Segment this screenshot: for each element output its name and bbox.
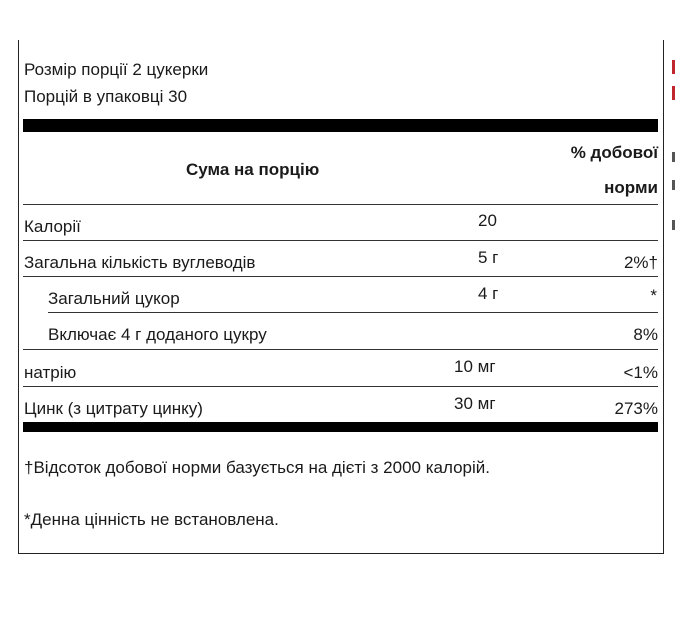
- row-name-total-carbs: Загальна кількість вуглеводів: [24, 253, 256, 272]
- row-dv-total-sugars: *: [650, 286, 657, 305]
- row-name-calories: Калорії: [24, 217, 81, 236]
- supplement-facts-panel: [18, 40, 664, 554]
- row-dv-added-sugars: 8%: [633, 325, 658, 344]
- row-amount-calories: 20: [478, 211, 497, 230]
- row-amount-total-sugars: 4 г: [478, 284, 499, 303]
- daily-value-header-line2: норми: [604, 178, 658, 197]
- row-name-total-sugars: Загальний цукор: [48, 289, 180, 308]
- header-divider: [23, 204, 658, 205]
- row-name-sodium: натрію: [24, 363, 77, 382]
- amount-per-serving-header: Сума на порцію: [186, 160, 320, 179]
- row-divider: [23, 240, 658, 241]
- row-name-added-sugars: Включає 4 г доданого цукру: [48, 325, 267, 344]
- serving-size: Розмір порції 2 цукерки: [24, 60, 209, 79]
- row-name-zinc: Цинк (з цитрату цинку): [24, 399, 203, 418]
- row-amount-sodium: 10 мг: [454, 357, 496, 376]
- daily-value-header-line1: % добової: [570, 143, 658, 162]
- row-amount-total-carbs: 5 г: [478, 248, 499, 267]
- row-dv-zinc: 273%: [614, 399, 658, 418]
- thick-divider-bottom: [23, 422, 658, 432]
- footnote-not-established: *Денна цінність не встановлена.: [24, 510, 279, 529]
- row-dv-sodium: <1%: [623, 363, 658, 382]
- thick-divider-top: [23, 119, 658, 132]
- adjacent-panel-edge: [672, 60, 680, 240]
- row-divider: [23, 276, 658, 277]
- servings-per-container: Порцій в упаковці 30: [24, 87, 188, 106]
- row-dv-total-carbs: 2%†: [623, 253, 658, 272]
- row-divider: [23, 349, 658, 350]
- row-amount-zinc: 30 мг: [454, 394, 496, 413]
- footnote-daily-value: †Відсоток добової норми базується на дієті з 2000 калорій.: [24, 458, 491, 477]
- row-divider: [23, 386, 658, 387]
- row-divider-indented: [48, 312, 658, 313]
